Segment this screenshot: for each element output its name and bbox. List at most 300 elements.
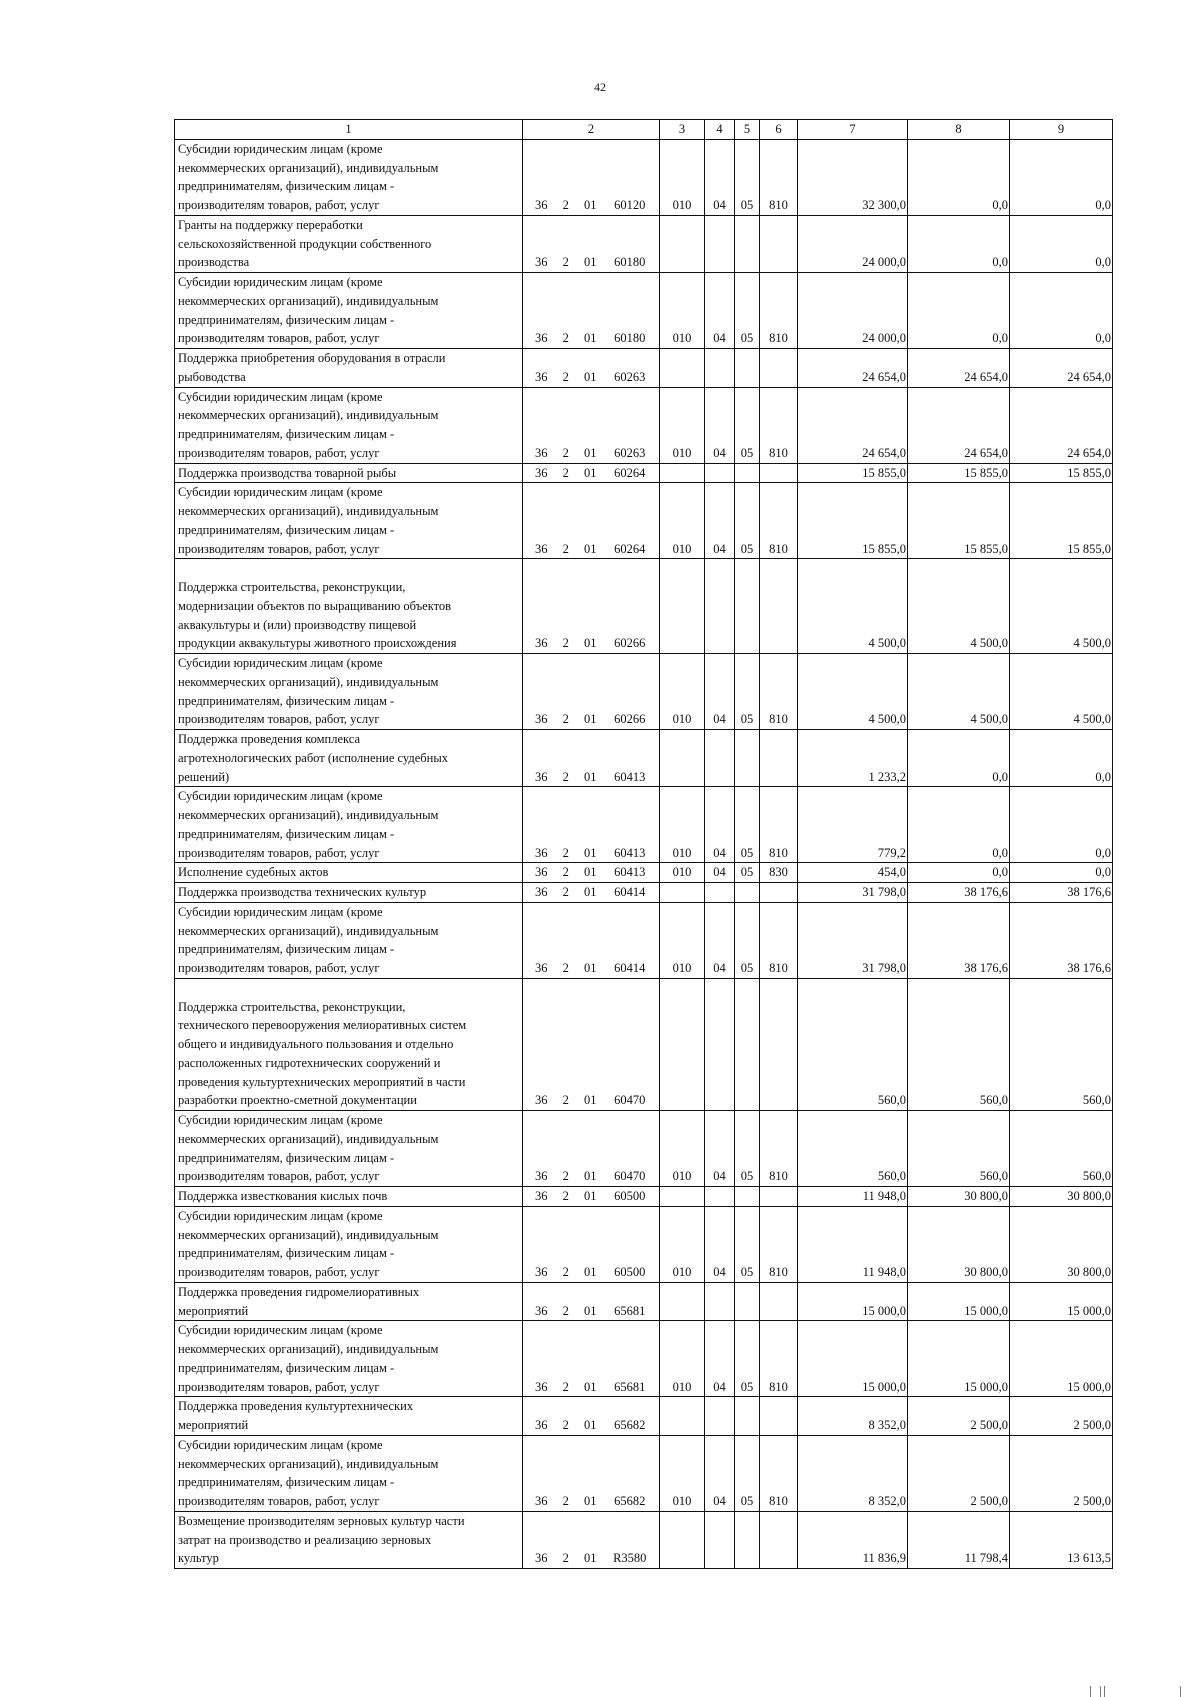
row-col6: 830 bbox=[760, 863, 798, 883]
row-name: Субсидии юридическим лицам (кроме некоммерческих организаций), индивидуальным предпринимателям, физическим лицам - производителям товаров, работ, услуг bbox=[178, 904, 439, 975]
row-col6: 810 bbox=[760, 139, 798, 215]
code-part-3: 01 bbox=[584, 865, 597, 880]
row-col6 bbox=[760, 1397, 798, 1436]
row-code-cell bbox=[523, 1321, 660, 1397]
code-part-3: 01 bbox=[584, 465, 597, 480]
code-part-2: 2 bbox=[562, 1093, 569, 1108]
code-part-4: 60413 bbox=[614, 845, 646, 860]
code-part-4: 60266 bbox=[614, 712, 646, 727]
code-part-1: 36 bbox=[535, 445, 548, 460]
row-code-cell bbox=[523, 863, 660, 883]
row-name-cell bbox=[175, 483, 523, 559]
code-part-4: R3580 bbox=[613, 1551, 647, 1566]
row-amount-8: 15 855,0 bbox=[908, 463, 1010, 483]
row-col6 bbox=[760, 1187, 798, 1207]
row-amount-9: 4 500,0 bbox=[1010, 654, 1113, 730]
code-part-1: 36 bbox=[535, 1303, 548, 1318]
row-amount-9: 0,0 bbox=[1010, 139, 1113, 215]
code-part-2: 2 bbox=[562, 712, 569, 727]
row-name-cell bbox=[175, 215, 523, 272]
code-part-4: 60470 bbox=[614, 1169, 646, 1184]
row-code-cell bbox=[523, 215, 660, 272]
code-part-1: 36 bbox=[535, 865, 548, 880]
row-col3: 010 bbox=[660, 863, 705, 883]
table-row bbox=[175, 883, 1113, 903]
code-part-2: 2 bbox=[562, 769, 569, 784]
row-col4 bbox=[705, 730, 735, 787]
code-part-2: 2 bbox=[562, 255, 569, 270]
row-name-cell bbox=[175, 1321, 523, 1397]
row-col5 bbox=[735, 883, 760, 903]
row-col5: 05 bbox=[735, 483, 760, 559]
row-col6 bbox=[760, 978, 798, 1110]
header-cell-7: 7 bbox=[798, 120, 908, 140]
row-amount-9: 30 800,0 bbox=[1010, 1187, 1113, 1207]
row-amount-8: 30 800,0 bbox=[908, 1187, 1010, 1207]
table-row bbox=[175, 1435, 1113, 1511]
row-name-cell bbox=[175, 863, 523, 883]
code-part-1: 36 bbox=[535, 1418, 548, 1432]
row-col3: 010 bbox=[660, 1435, 705, 1511]
row-amount-8: 0,0 bbox=[908, 273, 1010, 349]
row-col5 bbox=[735, 730, 760, 787]
row-amount-8: 15 855,0 bbox=[908, 483, 1010, 559]
row-amount-8: 0,0 bbox=[908, 787, 1010, 863]
row-col6: 810 bbox=[760, 787, 798, 863]
row-name-cell bbox=[175, 463, 523, 483]
row-col5 bbox=[735, 215, 760, 272]
row-amount-8: 0,0 bbox=[908, 139, 1010, 215]
code-part-3: 01 bbox=[584, 769, 597, 784]
row-amount-9: 0,0 bbox=[1010, 787, 1113, 863]
code-part-3: 01 bbox=[584, 1169, 597, 1184]
row-amount-7: 4 500,0 bbox=[798, 559, 908, 654]
code-part-3: 01 bbox=[584, 198, 597, 212]
table-row bbox=[175, 139, 1113, 215]
code-part-2: 2 bbox=[562, 445, 569, 460]
row-amount-9: 30 800,0 bbox=[1010, 1206, 1113, 1282]
row-code-cell bbox=[523, 654, 660, 730]
code-part-3: 01 bbox=[584, 445, 597, 460]
row-amount-7: 15 000,0 bbox=[798, 1282, 908, 1321]
row-col4: 04 bbox=[705, 1435, 735, 1511]
row-col3: 010 bbox=[660, 1321, 705, 1397]
row-amount-7: 8 352,0 bbox=[798, 1397, 908, 1436]
row-col4 bbox=[705, 1511, 735, 1568]
code-part-4: 60413 bbox=[614, 865, 646, 880]
row-col4: 04 bbox=[705, 863, 735, 883]
code-part-3: 01 bbox=[584, 636, 597, 651]
row-col5 bbox=[735, 978, 760, 1110]
table-row bbox=[175, 215, 1113, 272]
code-part-1: 36 bbox=[535, 845, 548, 860]
row-col6: 810 bbox=[760, 387, 798, 463]
header-cell-9: 9 bbox=[1010, 120, 1113, 140]
table-row bbox=[175, 902, 1113, 978]
code-part-3: 01 bbox=[584, 712, 597, 727]
row-amount-8: 15 000,0 bbox=[908, 1282, 1010, 1321]
table-row bbox=[175, 978, 1113, 1110]
row-amount-7: 8 352,0 bbox=[798, 1435, 908, 1511]
row-name-cell bbox=[175, 1187, 523, 1207]
code-part-4: 65681 bbox=[614, 1379, 646, 1394]
row-amount-7: 779,2 bbox=[798, 787, 908, 863]
code-part-4: 60264 bbox=[614, 541, 646, 556]
row-col6: 810 bbox=[760, 902, 798, 978]
row-amount-7: 560,0 bbox=[798, 978, 908, 1110]
row-code-cell bbox=[523, 1111, 660, 1187]
row-name: Субсидии юридическим лицам (кроме некоммерческих организаций), индивидуальным предпринимателям, физическим лицам - производителям товаров, работ, услуг bbox=[178, 789, 439, 860]
row-amount-9: 15 855,0 bbox=[1010, 483, 1113, 559]
row-amount-7: 4 500,0 bbox=[798, 654, 908, 730]
header-cell-8: 8 bbox=[908, 120, 1010, 140]
row-amount-8: 38 176,6 bbox=[908, 902, 1010, 978]
row-code-cell bbox=[523, 559, 660, 654]
row-name: Поддержка известкования кислых почв bbox=[178, 1189, 388, 1203]
code-part-1: 36 bbox=[535, 541, 548, 556]
code-part-2: 2 bbox=[562, 1303, 569, 1318]
row-amount-9: 560,0 bbox=[1010, 1111, 1113, 1187]
row-col3 bbox=[660, 1187, 705, 1207]
row-name: Поддержка производства технических культур bbox=[178, 885, 427, 899]
row-col6: 810 bbox=[760, 654, 798, 730]
code-part-1: 36 bbox=[535, 885, 548, 899]
row-code-cell bbox=[523, 1206, 660, 1282]
row-name: Поддержка проведения культуртехнических мероприятий bbox=[178, 1399, 414, 1432]
row-col3 bbox=[660, 559, 705, 654]
row-code-cell bbox=[523, 1435, 660, 1511]
row-name: Гранты на поддержку переработки сельскохозяйственной продукции собственного производства bbox=[178, 217, 432, 270]
row-code-cell bbox=[523, 1282, 660, 1321]
row-code-cell bbox=[523, 883, 660, 903]
code-part-4: 60500 bbox=[614, 1189, 646, 1203]
row-col6: 810 bbox=[760, 483, 798, 559]
row-amount-7: 24 000,0 bbox=[798, 215, 908, 272]
row-col5: 05 bbox=[735, 1321, 760, 1397]
row-amount-8: 4 500,0 bbox=[908, 654, 1010, 730]
row-amount-8: 38 176,6 bbox=[908, 883, 1010, 903]
row-amount-8: 2 500,0 bbox=[908, 1397, 1010, 1436]
row-col4: 04 bbox=[705, 654, 735, 730]
table-row bbox=[175, 1206, 1113, 1282]
code-part-2: 2 bbox=[562, 1379, 569, 1394]
row-amount-7: 11 948,0 bbox=[798, 1187, 908, 1207]
table-row bbox=[175, 787, 1113, 863]
row-name-cell bbox=[175, 1206, 523, 1282]
row-name-cell bbox=[175, 1111, 523, 1187]
row-amount-8: 0,0 bbox=[908, 863, 1010, 883]
row-code-cell bbox=[523, 1397, 660, 1436]
row-name: Возмещение производителям зерновых культур части затрат на производство и реализацию зерновых культур bbox=[178, 1513, 465, 1566]
row-col6 bbox=[760, 1511, 798, 1568]
row-col3: 010 bbox=[660, 273, 705, 349]
row-name-cell bbox=[175, 654, 523, 730]
code-part-1: 36 bbox=[535, 712, 548, 727]
row-col5: 05 bbox=[735, 1206, 760, 1282]
row-code-cell bbox=[523, 787, 660, 863]
row-col6 bbox=[760, 1282, 798, 1321]
row-amount-8: 4 500,0 bbox=[908, 559, 1010, 654]
code-part-1: 36 bbox=[535, 1494, 548, 1508]
row-amount-9: 24 654,0 bbox=[1010, 349, 1113, 388]
code-part-1: 36 bbox=[535, 1169, 548, 1184]
row-col4 bbox=[705, 1282, 735, 1321]
row-code-cell bbox=[523, 1187, 660, 1207]
header-cell-6: 6 bbox=[760, 120, 798, 140]
row-name: Поддержка строительства, реконструкции, технического перевооружения мелиоративных систем общего и индивидуального пользования и отдельно расположенных гидротехнических сооружений и проведения культуртехнических мероприятий в части разработки проектно-сметной документации bbox=[178, 999, 467, 1108]
row-amount-9: 38 176,6 bbox=[1010, 902, 1113, 978]
row-col6 bbox=[760, 559, 798, 654]
code-part-2: 2 bbox=[562, 636, 569, 651]
code-part-1: 36 bbox=[535, 465, 548, 480]
row-col3 bbox=[660, 463, 705, 483]
row-col4 bbox=[705, 559, 735, 654]
row-col5: 05 bbox=[735, 1111, 760, 1187]
row-name: Субсидии юридическим лицам (кроме некоммерческих организаций), индивидуальным предпринимателям, физическим лицам - производителям товаров, работ, услуг bbox=[178, 275, 439, 346]
code-part-4: 65682 bbox=[614, 1418, 646, 1432]
row-amount-7: 24 654,0 bbox=[798, 349, 908, 388]
row-col5: 05 bbox=[735, 139, 760, 215]
code-part-4: 60263 bbox=[614, 369, 646, 384]
scan-artifact bbox=[1080, 1686, 1200, 1697]
header-cell-2: 2 bbox=[523, 120, 660, 140]
row-amount-9: 0,0 bbox=[1010, 730, 1113, 787]
code-part-3: 01 bbox=[584, 1379, 597, 1394]
code-part-4: 65681 bbox=[614, 1303, 646, 1318]
table-row bbox=[175, 730, 1113, 787]
code-part-2: 2 bbox=[562, 1265, 569, 1279]
row-col6: 810 bbox=[760, 1206, 798, 1282]
table-body bbox=[175, 120, 1113, 1569]
row-code-cell bbox=[523, 902, 660, 978]
row-name-cell bbox=[175, 1397, 523, 1436]
row-amount-9: 15 000,0 bbox=[1010, 1321, 1113, 1397]
row-amount-9: 2 500,0 bbox=[1010, 1397, 1113, 1436]
row-amount-7: 24 654,0 bbox=[798, 387, 908, 463]
row-amount-7: 454,0 bbox=[798, 863, 908, 883]
row-col5 bbox=[735, 1282, 760, 1321]
table-row bbox=[175, 463, 1113, 483]
code-part-1: 36 bbox=[535, 1551, 548, 1566]
table-row bbox=[175, 1397, 1113, 1436]
row-col3 bbox=[660, 215, 705, 272]
code-part-4: 60414 bbox=[614, 961, 646, 975]
row-col5 bbox=[735, 1397, 760, 1436]
code-part-4: 60414 bbox=[614, 885, 646, 899]
table-row bbox=[175, 273, 1113, 349]
row-amount-8: 11 798,4 bbox=[908, 1511, 1010, 1568]
row-amount-7: 24 000,0 bbox=[798, 273, 908, 349]
row-amount-8: 24 654,0 bbox=[908, 387, 1010, 463]
code-part-1: 36 bbox=[535, 769, 548, 784]
row-amount-8: 560,0 bbox=[908, 1111, 1010, 1187]
row-col4: 04 bbox=[705, 387, 735, 463]
row-amount-9: 2 500,0 bbox=[1010, 1435, 1113, 1511]
table-row bbox=[175, 654, 1113, 730]
code-part-4: 65682 bbox=[614, 1494, 646, 1508]
row-col3 bbox=[660, 730, 705, 787]
code-part-2: 2 bbox=[562, 1169, 569, 1184]
row-amount-9: 0,0 bbox=[1010, 273, 1113, 349]
header-row bbox=[175, 120, 1113, 140]
row-col4 bbox=[705, 1397, 735, 1436]
row-col3 bbox=[660, 978, 705, 1110]
row-name: Субсидии юридическим лицам (кроме некоммерческих организаций), индивидуальным предпринимателям, физическим лицам - производителям товаров, работ, услуг bbox=[178, 485, 439, 556]
code-part-3: 01 bbox=[584, 369, 597, 384]
row-name-cell bbox=[175, 139, 523, 215]
page-number: 42 bbox=[594, 80, 606, 94]
row-name-cell bbox=[175, 883, 523, 903]
row-code-cell bbox=[523, 349, 660, 388]
code-part-4: 60180 bbox=[614, 331, 646, 346]
row-amount-7: 32 300,0 bbox=[798, 139, 908, 215]
row-name: Субсидии юридическим лицам (кроме некоммерческих организаций), индивидуальным предпринимателям, физическим лицам - производителям товаров, работ, услуг bbox=[178, 656, 439, 727]
row-name: Поддержка строительства, реконструкции, модернизации объектов по выращиванию объектов аквакультуры и (или) производству пищевой продукции аквакультуры животного происхождения bbox=[178, 580, 457, 651]
code-part-2: 2 bbox=[562, 331, 569, 346]
code-part-3: 01 bbox=[584, 1303, 597, 1318]
row-col4: 04 bbox=[705, 1206, 735, 1282]
code-part-4: 60120 bbox=[614, 198, 646, 212]
row-amount-9: 560,0 bbox=[1010, 978, 1113, 1110]
row-col4 bbox=[705, 1187, 735, 1207]
row-name-cell bbox=[175, 978, 523, 1110]
table-row bbox=[175, 483, 1113, 559]
code-part-3: 01 bbox=[584, 961, 597, 975]
row-col6 bbox=[760, 730, 798, 787]
row-amount-8: 0,0 bbox=[908, 730, 1010, 787]
row-amount-9: 24 654,0 bbox=[1010, 387, 1113, 463]
row-name: Субсидии юридическим лицам (кроме некоммерческих организаций), индивидуальным предпринимателям, физическим лицам - производителям товаров, работ, услуг bbox=[178, 1113, 439, 1184]
row-code-cell bbox=[523, 978, 660, 1110]
row-name: Субсидии юридическим лицам (кроме некоммерческих организаций), индивидуальным предпринимателям, физическим лицам - производителям товаров, работ, услуг bbox=[178, 1208, 439, 1279]
code-part-3: 01 bbox=[584, 541, 597, 556]
row-col5: 05 bbox=[735, 387, 760, 463]
row-amount-8: 30 800,0 bbox=[908, 1206, 1010, 1282]
table-row bbox=[175, 349, 1113, 388]
row-col4 bbox=[705, 349, 735, 388]
code-part-4: 60263 bbox=[614, 445, 646, 460]
row-amount-7: 11 948,0 bbox=[798, 1206, 908, 1282]
row-col3 bbox=[660, 349, 705, 388]
code-part-1: 36 bbox=[535, 369, 548, 384]
table-row bbox=[175, 1111, 1113, 1187]
row-amount-7: 1 233,2 bbox=[798, 730, 908, 787]
row-col4: 04 bbox=[705, 483, 735, 559]
row-col3: 010 bbox=[660, 483, 705, 559]
row-col3: 010 bbox=[660, 654, 705, 730]
code-part-1: 36 bbox=[535, 961, 548, 975]
row-name-cell bbox=[175, 1511, 523, 1568]
row-col3: 010 bbox=[660, 387, 705, 463]
row-name: Поддержка приобретения оборудования в отрасли рыбоводства bbox=[178, 351, 446, 384]
code-part-2: 2 bbox=[562, 1494, 569, 1508]
row-code-cell bbox=[523, 463, 660, 483]
code-part-2: 2 bbox=[562, 465, 569, 480]
code-part-4: 60266 bbox=[614, 636, 646, 651]
row-amount-8: 560,0 bbox=[908, 978, 1010, 1110]
row-name: Поддержка производства товарной рыбы bbox=[178, 465, 397, 480]
code-part-1: 36 bbox=[535, 636, 548, 651]
row-col3 bbox=[660, 1397, 705, 1436]
table-row bbox=[175, 1321, 1113, 1397]
row-col5: 05 bbox=[735, 1435, 760, 1511]
row-amount-8: 0,0 bbox=[908, 215, 1010, 272]
code-part-3: 01 bbox=[584, 885, 597, 899]
row-amount-7: 31 798,0 bbox=[798, 883, 908, 903]
row-code-cell bbox=[523, 273, 660, 349]
row-name-cell bbox=[175, 349, 523, 388]
code-part-2: 2 bbox=[562, 369, 569, 384]
code-part-2: 2 bbox=[562, 885, 569, 899]
row-name-cell bbox=[175, 730, 523, 787]
table-row bbox=[175, 863, 1113, 883]
code-part-4: 60264 bbox=[614, 465, 646, 480]
table-row bbox=[175, 1187, 1113, 1207]
row-name-cell bbox=[175, 787, 523, 863]
row-amount-8: 24 654,0 bbox=[908, 349, 1010, 388]
row-name: Субсидии юридическим лицам (кроме некоммерческих организаций), индивидуальным предпринимателям, физическим лицам - производителям товаров, работ, услуг bbox=[178, 1323, 439, 1394]
row-col5 bbox=[735, 1187, 760, 1207]
row-col6: 810 bbox=[760, 1321, 798, 1397]
code-part-2: 2 bbox=[562, 541, 569, 556]
row-col4: 04 bbox=[705, 139, 735, 215]
row-name-cell bbox=[175, 1282, 523, 1321]
code-part-3: 01 bbox=[584, 1551, 597, 1566]
row-code-cell bbox=[523, 730, 660, 787]
row-col3: 010 bbox=[660, 1206, 705, 1282]
code-part-2: 2 bbox=[562, 865, 569, 880]
row-amount-9: 13 613,5 bbox=[1010, 1511, 1113, 1568]
row-col5 bbox=[735, 559, 760, 654]
code-part-3: 01 bbox=[584, 1494, 597, 1508]
row-col6: 810 bbox=[760, 1435, 798, 1511]
code-part-3: 01 bbox=[584, 331, 597, 346]
row-name-cell bbox=[175, 387, 523, 463]
row-col4 bbox=[705, 883, 735, 903]
table-row bbox=[175, 559, 1113, 654]
code-part-3: 01 bbox=[584, 1189, 597, 1203]
code-part-3: 01 bbox=[584, 845, 597, 860]
header-cell-1: 1 bbox=[175, 120, 523, 140]
row-amount-9: 15 000,0 bbox=[1010, 1282, 1113, 1321]
row-name: Исполнение судебных актов bbox=[178, 865, 329, 880]
row-col4: 04 bbox=[705, 902, 735, 978]
header-cell-4: 4 bbox=[705, 120, 735, 140]
header-cell-5: 5 bbox=[735, 120, 760, 140]
row-col6 bbox=[760, 463, 798, 483]
row-col6 bbox=[760, 349, 798, 388]
code-part-1: 36 bbox=[535, 198, 548, 212]
row-col6: 810 bbox=[760, 1111, 798, 1187]
row-col5: 05 bbox=[735, 273, 760, 349]
code-part-3: 01 bbox=[584, 1093, 597, 1108]
code-part-1: 36 bbox=[535, 1265, 548, 1279]
row-amount-7: 11 836,9 bbox=[798, 1511, 908, 1568]
row-col4: 04 bbox=[705, 273, 735, 349]
row-amount-7: 560,0 bbox=[798, 1111, 908, 1187]
row-name: Поддержка проведения гидромелиоративных мероприятий bbox=[178, 1284, 420, 1318]
code-part-4: 60500 bbox=[614, 1265, 646, 1279]
code-part-2: 2 bbox=[562, 198, 569, 212]
row-col5: 05 bbox=[735, 787, 760, 863]
row-amount-7: 15 855,0 bbox=[798, 483, 908, 559]
row-col3: 010 bbox=[660, 787, 705, 863]
row-code-cell bbox=[523, 483, 660, 559]
row-amount-7: 31 798,0 bbox=[798, 902, 908, 978]
row-col5 bbox=[735, 463, 760, 483]
row-amount-9: 0,0 bbox=[1010, 215, 1113, 272]
code-part-4: 60413 bbox=[614, 769, 646, 784]
